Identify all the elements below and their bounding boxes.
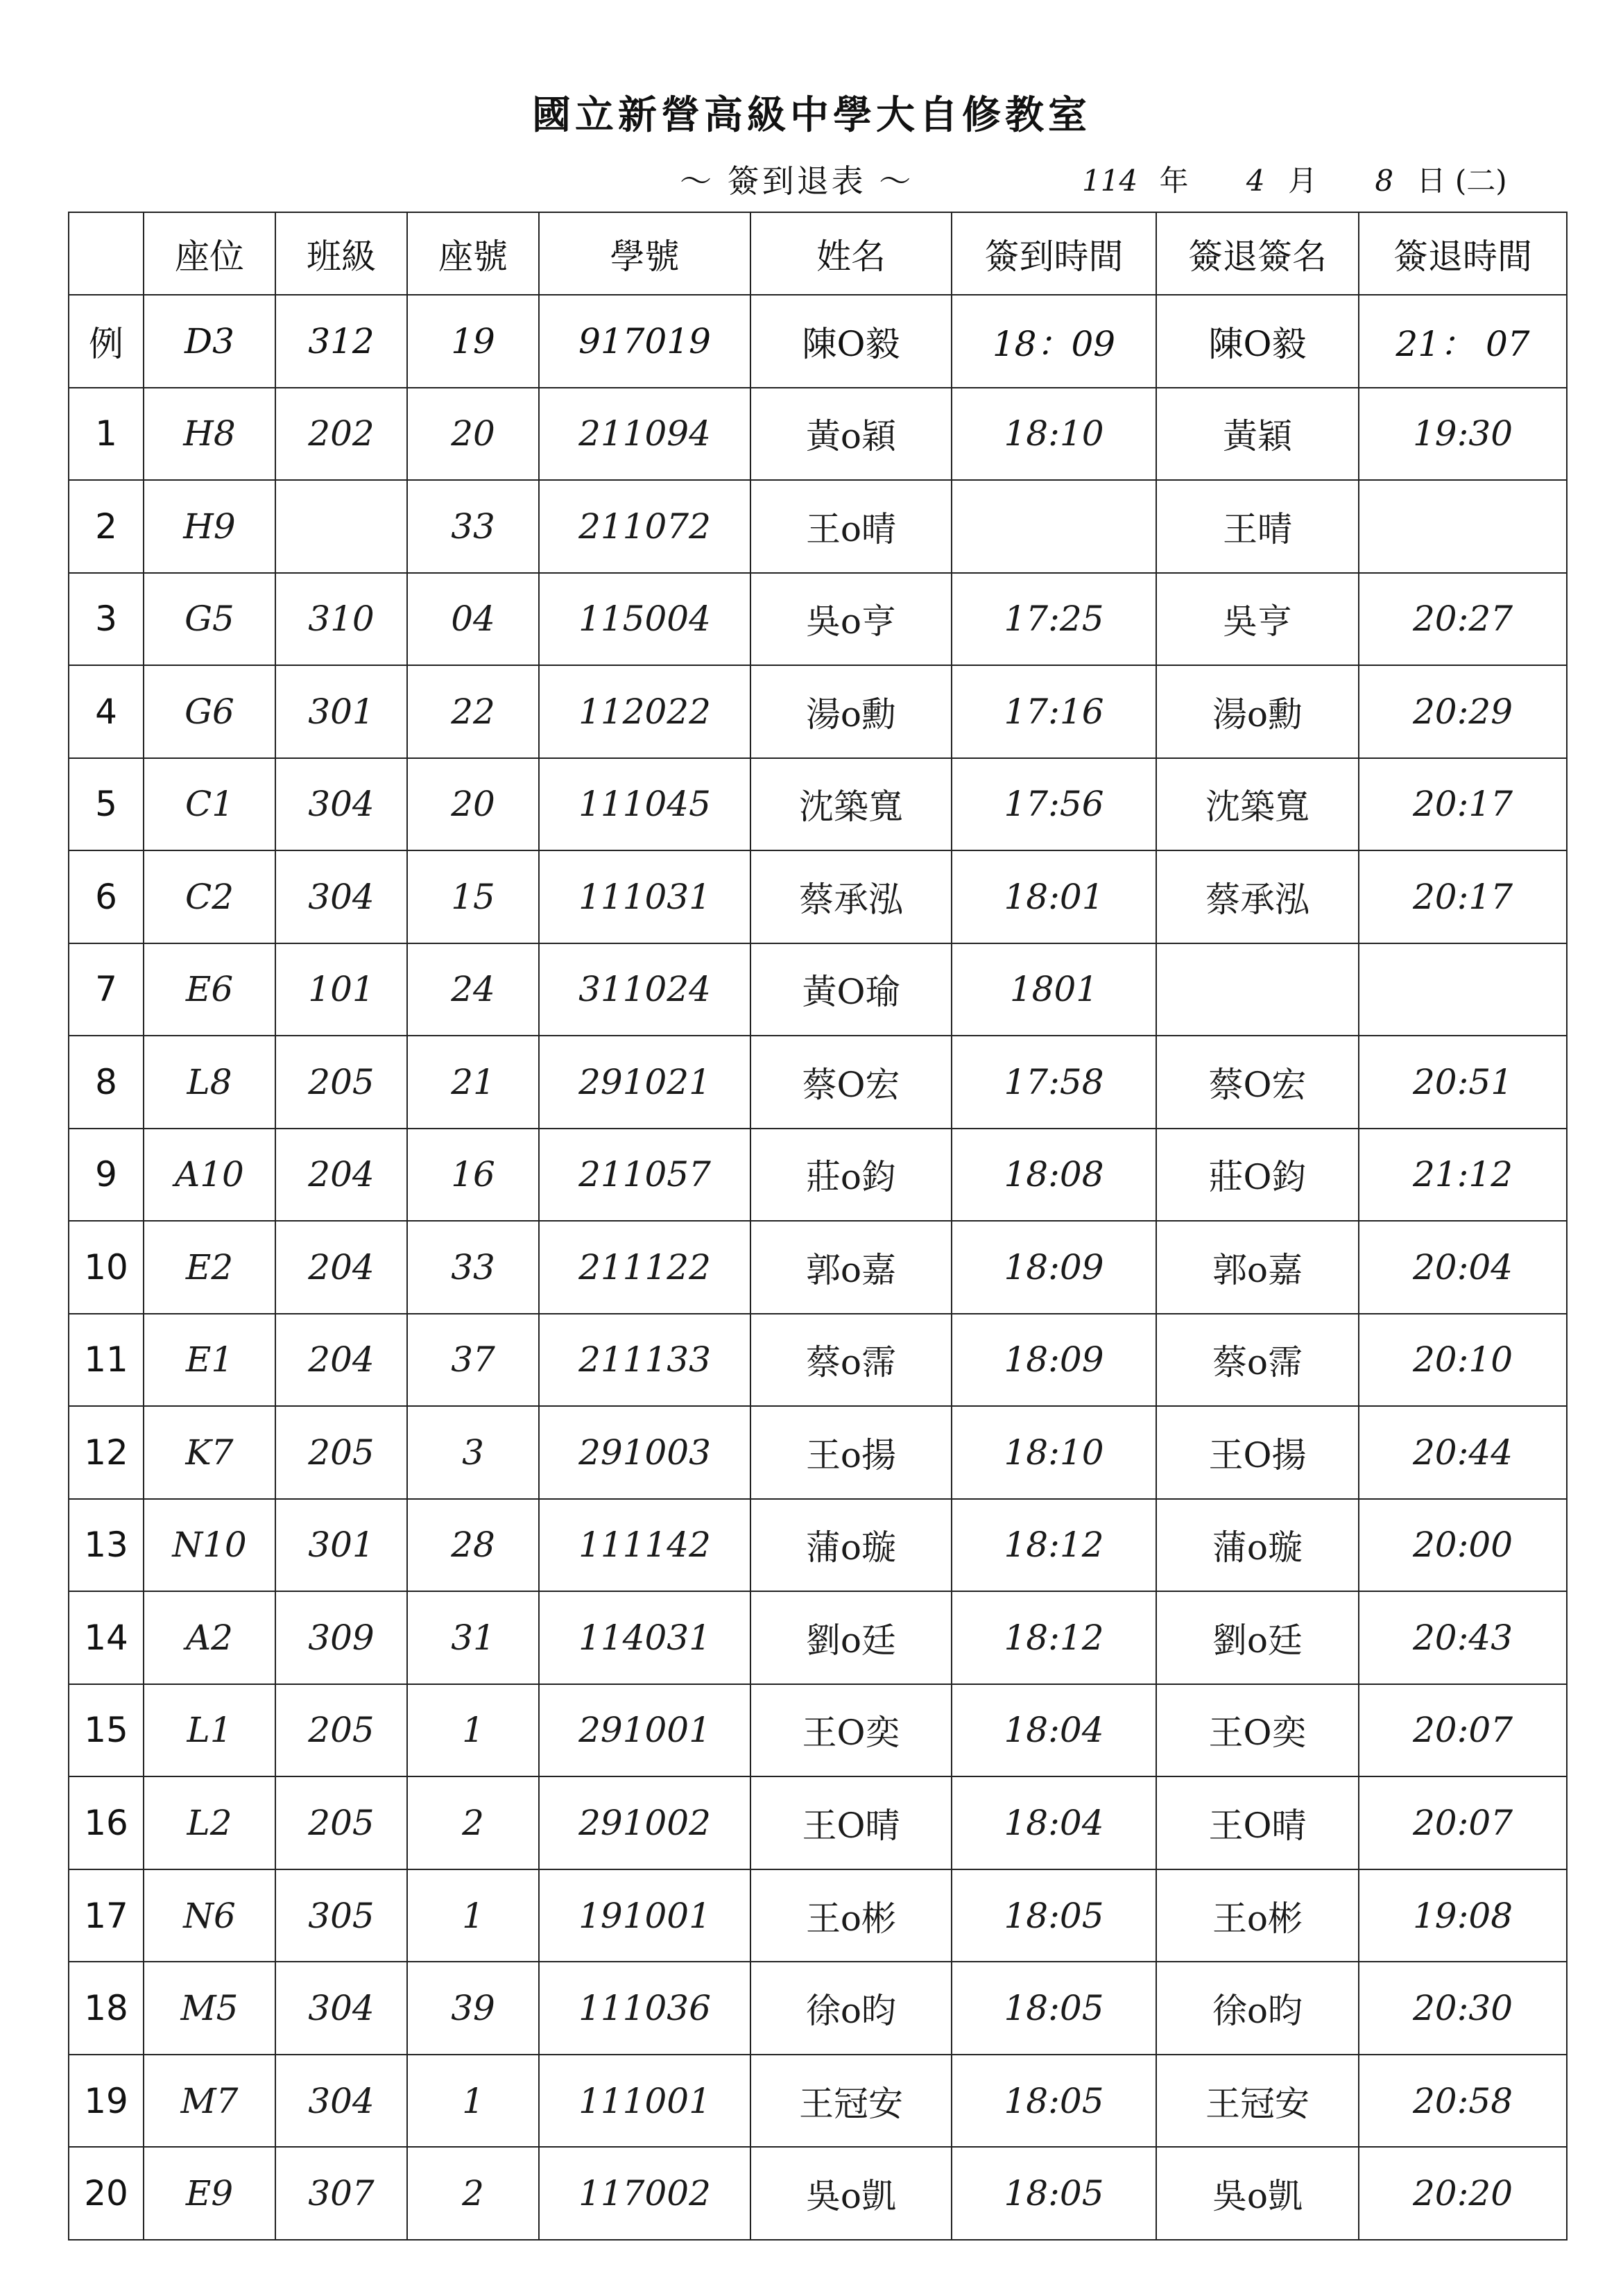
cell-number: 2 bbox=[407, 1776, 539, 1869]
cell-sign-out-time: 21： 07 bbox=[1359, 295, 1567, 388]
row-number: 4 bbox=[69, 665, 144, 758]
cell-name: 郭o嘉 bbox=[750, 1221, 952, 1314]
cell-sign-out-name: 王O奕 bbox=[1156, 1684, 1359, 1777]
cell-sign-out-name: 徐o昀 bbox=[1156, 1962, 1359, 2055]
cell-name: 王o彬 bbox=[750, 1869, 952, 1962]
cell-sign-out-time: 20:51 bbox=[1359, 1036, 1567, 1129]
cell-name: 蒲o璇 bbox=[750, 1499, 952, 1592]
table-row bbox=[69, 1129, 1567, 1222]
date-month-label: 月 bbox=[1288, 164, 1318, 198]
cell-sign-out-name: 王O揚 bbox=[1156, 1406, 1359, 1499]
cell-sign-out-time: 20:27 bbox=[1359, 573, 1567, 666]
cell-student-id: 211122 bbox=[539, 1221, 750, 1314]
example-row bbox=[69, 295, 1567, 388]
cell-seat: L8 bbox=[144, 1036, 275, 1129]
cell-number: 20 bbox=[407, 758, 539, 851]
row-number: 7 bbox=[69, 943, 144, 1036]
cell-sign-out-time: 20:07 bbox=[1359, 1776, 1567, 1869]
cell-seat: N6 bbox=[144, 1869, 275, 1962]
cell-seat: C2 bbox=[144, 850, 275, 943]
cell-name: 沈築寬 bbox=[750, 758, 952, 851]
cell-class: 205 bbox=[275, 1406, 407, 1499]
cell-seat: E1 bbox=[144, 1314, 275, 1407]
cell-class: 304 bbox=[275, 2055, 407, 2148]
cell-class: 301 bbox=[275, 1499, 407, 1592]
cell-name: 王冠安 bbox=[750, 2055, 952, 2148]
cell-number: 28 bbox=[407, 1499, 539, 1592]
cell-sign-out-name: 莊O鈞 bbox=[1156, 1129, 1359, 1222]
row-number: 11 bbox=[69, 1314, 144, 1407]
cell-number: 1 bbox=[407, 1684, 539, 1777]
header-seat: 座位 bbox=[144, 212, 275, 295]
sign-in-table bbox=[68, 212, 1568, 2241]
row-number: 12 bbox=[69, 1406, 144, 1499]
cell-class: 204 bbox=[275, 1314, 407, 1407]
table-row bbox=[69, 1869, 1567, 1962]
cell-seat: K7 bbox=[144, 1406, 275, 1499]
row-number: 5 bbox=[69, 758, 144, 851]
table-row bbox=[69, 480, 1567, 573]
cell-sign-out-name: 王晴 bbox=[1156, 480, 1359, 573]
cell-name: 蔡承泓 bbox=[750, 850, 952, 943]
table-header-row bbox=[69, 212, 1567, 295]
cell-sign-out-name: 王冠安 bbox=[1156, 2055, 1359, 2148]
cell-class: 304 bbox=[275, 758, 407, 851]
cell-number: 1 bbox=[407, 2055, 539, 2148]
table-row bbox=[69, 1591, 1567, 1684]
cell-number: 1 bbox=[407, 1869, 539, 1962]
cell-sign-in-time: 18:10 bbox=[952, 1406, 1156, 1499]
header-class: 班級 bbox=[275, 212, 407, 295]
cell-class: 304 bbox=[275, 1962, 407, 2055]
cell-number: 19 bbox=[407, 295, 539, 388]
cell-name: 徐o昀 bbox=[750, 1962, 952, 2055]
cell-name: 湯o勳 bbox=[750, 665, 952, 758]
date-weekday: (二) bbox=[1454, 164, 1507, 198]
row-number: 9 bbox=[69, 1129, 144, 1222]
cell-sign-out-time: 20:07 bbox=[1359, 1684, 1567, 1777]
document-date bbox=[1082, 158, 1526, 200]
cell-sign-in-time: 18:09 bbox=[952, 1221, 1156, 1314]
cell-student-id: 117002 bbox=[539, 2147, 750, 2240]
table-row bbox=[69, 1406, 1567, 1499]
table-row bbox=[69, 2055, 1567, 2148]
cell-student-id: 115004 bbox=[539, 573, 750, 666]
header-sign-out-time: 簽退時間 bbox=[1359, 212, 1567, 295]
row-number: 15 bbox=[69, 1684, 144, 1777]
row-label: 例 bbox=[69, 295, 144, 388]
table-row bbox=[69, 943, 1567, 1036]
cell-number: 04 bbox=[407, 573, 539, 666]
row-number: 6 bbox=[69, 850, 144, 943]
cell-sign-out-time: 20:58 bbox=[1359, 2055, 1567, 2148]
cell-sign-in-time: 18:05 bbox=[952, 1869, 1156, 1962]
cell-seat: G6 bbox=[144, 665, 275, 758]
table-row bbox=[69, 1036, 1567, 1129]
table-row bbox=[69, 1776, 1567, 1869]
date-month: 4 bbox=[1246, 164, 1265, 198]
cell-number: 21 bbox=[407, 1036, 539, 1129]
cell-sign-out-name bbox=[1156, 943, 1359, 1036]
cell-sign-out-time: 20:00 bbox=[1359, 1499, 1567, 1592]
row-number: 16 bbox=[69, 1776, 144, 1869]
cell-number: 33 bbox=[407, 1221, 539, 1314]
table-row bbox=[69, 1499, 1567, 1592]
date-day: 8 bbox=[1375, 164, 1394, 198]
cell-seat: C1 bbox=[144, 758, 275, 851]
cell-sign-in-time: 18:04 bbox=[952, 1684, 1156, 1777]
table-row bbox=[69, 573, 1567, 666]
cell-sign-in-time: 17:58 bbox=[952, 1036, 1156, 1129]
table-row bbox=[69, 665, 1567, 758]
cell-sign-in-time: 18:12 bbox=[952, 1591, 1156, 1684]
cell-seat: H9 bbox=[144, 480, 275, 573]
table-row bbox=[69, 850, 1567, 943]
cell-student-id: 211072 bbox=[539, 480, 750, 573]
cell-number: 16 bbox=[407, 1129, 539, 1222]
cell-sign-out-time: 19:08 bbox=[1359, 1869, 1567, 1962]
cell-sign-in-time: 18:04 bbox=[952, 1776, 1156, 1869]
cell-student-id: 291003 bbox=[539, 1406, 750, 1499]
cell-sign-out-name: 湯o勳 bbox=[1156, 665, 1359, 758]
cell-number: 3 bbox=[407, 1406, 539, 1499]
cell-class: 309 bbox=[275, 1591, 407, 1684]
cell-name: 吳o凱 bbox=[750, 2147, 952, 2240]
cell-sign-in-time: 18:10 bbox=[952, 388, 1156, 481]
cell-class: 204 bbox=[275, 1129, 407, 1222]
cell-seat: N10 bbox=[144, 1499, 275, 1592]
cell-sign-out-time bbox=[1359, 480, 1567, 573]
header-number: 座號 bbox=[407, 212, 539, 295]
row-number: 18 bbox=[69, 1962, 144, 2055]
cell-sign-in-time: 18:09 bbox=[952, 1314, 1156, 1407]
document-subtitle: ～ 簽到退表 ～ bbox=[680, 162, 914, 200]
header-sign-out-name: 簽退簽名 bbox=[1156, 212, 1359, 295]
table-row bbox=[69, 2147, 1567, 2240]
cell-sign-out-name: 劉o廷 bbox=[1156, 1591, 1359, 1684]
cell-sign-out-name: 蔡O宏 bbox=[1156, 1036, 1359, 1129]
cell-sign-out-time: 20:20 bbox=[1359, 2147, 1567, 2240]
cell-sign-out-name: 吳o凱 bbox=[1156, 2147, 1359, 2240]
cell-student-id: 191001 bbox=[539, 1869, 750, 1962]
cell-name: 王O奕 bbox=[750, 1684, 952, 1777]
header-name: 姓名 bbox=[750, 212, 952, 295]
header-sign-in-time: 簽到時間 bbox=[952, 212, 1156, 295]
table-row bbox=[69, 1684, 1567, 1777]
cell-student-id: 111045 bbox=[539, 758, 750, 851]
cell-sign-out-time: 20:30 bbox=[1359, 1962, 1567, 2055]
date-year-label: 年 bbox=[1159, 164, 1189, 198]
cell-sign-out-name: 郭o嘉 bbox=[1156, 1221, 1359, 1314]
cell-sign-out-name: 陳O毅 bbox=[1156, 295, 1359, 388]
cell-student-id: 211057 bbox=[539, 1129, 750, 1222]
cell-sign-in-time: 17:56 bbox=[952, 758, 1156, 851]
row-number: 3 bbox=[69, 573, 144, 666]
cell-sign-out-name: 王o彬 bbox=[1156, 1869, 1359, 1962]
row-number: 17 bbox=[69, 1869, 144, 1962]
cell-seat: A10 bbox=[144, 1129, 275, 1222]
cell-sign-out-time: 20:04 bbox=[1359, 1221, 1567, 1314]
cell-sign-in-time: 18：09 bbox=[952, 295, 1156, 388]
cell-number: 22 bbox=[407, 665, 539, 758]
cell-seat: G5 bbox=[144, 573, 275, 666]
row-number: 10 bbox=[69, 1221, 144, 1314]
cell-sign-in-time: 17:16 bbox=[952, 665, 1156, 758]
cell-number: 20 bbox=[407, 388, 539, 481]
cell-number: 31 bbox=[407, 1591, 539, 1684]
cell-name: 黃o穎 bbox=[750, 388, 952, 481]
cell-class: 304 bbox=[275, 850, 407, 943]
cell-sign-out-time: 20:43 bbox=[1359, 1591, 1567, 1684]
cell-sign-out-time: 19:30 bbox=[1359, 388, 1567, 481]
cell-seat: E2 bbox=[144, 1221, 275, 1314]
cell-sign-in-time: 18:08 bbox=[952, 1129, 1156, 1222]
cell-number: 2 bbox=[407, 2147, 539, 2240]
row-number: 1 bbox=[69, 388, 144, 481]
cell-sign-out-name: 蔡o霈 bbox=[1156, 1314, 1359, 1407]
cell-class: 205 bbox=[275, 1684, 407, 1777]
cell-class: 305 bbox=[275, 1869, 407, 1962]
row-number: 19 bbox=[69, 2055, 144, 2148]
cell-class: 202 bbox=[275, 388, 407, 481]
cell-sign-in-time: 18:05 bbox=[952, 1962, 1156, 2055]
cell-number: 39 bbox=[407, 1962, 539, 2055]
cell-seat: D3 bbox=[144, 295, 275, 388]
cell-sign-in-time: 17:25 bbox=[952, 573, 1156, 666]
date-day-label: 日 bbox=[1416, 164, 1446, 198]
cell-student-id: 291002 bbox=[539, 1776, 750, 1869]
cell-student-id: 211094 bbox=[539, 388, 750, 481]
cell-sign-out-name: 黃穎 bbox=[1156, 388, 1359, 481]
table-row bbox=[69, 388, 1567, 481]
document-title: 國立新營高級中學大自修教室 bbox=[532, 92, 1091, 138]
cell-student-id: 311024 bbox=[539, 943, 750, 1036]
cell-sign-in-time: 1801 bbox=[952, 943, 1156, 1036]
cell-student-id: 111142 bbox=[539, 1499, 750, 1592]
cell-number: 24 bbox=[407, 943, 539, 1036]
row-number: 8 bbox=[69, 1036, 144, 1129]
cell-sign-in-time: 18:12 bbox=[952, 1499, 1156, 1592]
cell-number: 33 bbox=[407, 480, 539, 573]
cell-class: 205 bbox=[275, 1776, 407, 1869]
cell-seat: M7 bbox=[144, 2055, 275, 2148]
cell-student-id: 111031 bbox=[539, 850, 750, 943]
cell-seat: L2 bbox=[144, 1776, 275, 1869]
date-year: 114 bbox=[1082, 164, 1138, 198]
table-row bbox=[69, 758, 1567, 851]
cell-sign-out-name: 王O晴 bbox=[1156, 1776, 1359, 1869]
cell-seat: E9 bbox=[144, 2147, 275, 2240]
cell-name: 陳O毅 bbox=[750, 295, 952, 388]
cell-number: 15 bbox=[407, 850, 539, 943]
cell-sign-in-time bbox=[952, 480, 1156, 573]
cell-class: 307 bbox=[275, 2147, 407, 2240]
cell-name: 吳o亨 bbox=[750, 573, 952, 666]
cell-name: 蔡o霈 bbox=[750, 1314, 952, 1407]
cell-class: 312 bbox=[275, 295, 407, 388]
cell-class: 301 bbox=[275, 665, 407, 758]
header-index bbox=[69, 212, 144, 295]
cell-student-id: 111036 bbox=[539, 1962, 750, 2055]
cell-sign-in-time: 18:05 bbox=[952, 2055, 1156, 2148]
cell-sign-out-time: 20:17 bbox=[1359, 758, 1567, 851]
cell-class: 101 bbox=[275, 943, 407, 1036]
table-row bbox=[69, 1962, 1567, 2055]
cell-student-id: 111001 bbox=[539, 2055, 750, 2148]
cell-sign-out-time bbox=[1359, 943, 1567, 1036]
cell-seat: L1 bbox=[144, 1684, 275, 1777]
cell-sign-in-time: 18:05 bbox=[952, 2147, 1156, 2240]
cell-sign-in-time: 18:01 bbox=[952, 850, 1156, 943]
cell-student-id: 112022 bbox=[539, 665, 750, 758]
cell-sign-out-name: 吳亨 bbox=[1156, 573, 1359, 666]
cell-student-id: 291021 bbox=[539, 1036, 750, 1129]
cell-student-id: 291001 bbox=[539, 1684, 750, 1777]
cell-sign-out-time: 20:29 bbox=[1359, 665, 1567, 758]
table-row bbox=[69, 1221, 1567, 1314]
cell-class: 310 bbox=[275, 573, 407, 666]
cell-class: 204 bbox=[275, 1221, 407, 1314]
cell-name: 蔡O宏 bbox=[750, 1036, 952, 1129]
cell-sign-out-time: 20:44 bbox=[1359, 1406, 1567, 1499]
cell-sign-out-time: 20:17 bbox=[1359, 850, 1567, 943]
header-student-id: 學號 bbox=[539, 212, 750, 295]
cell-class: 205 bbox=[275, 1036, 407, 1129]
table-row bbox=[69, 1314, 1567, 1407]
cell-student-id: 917019 bbox=[539, 295, 750, 388]
cell-name: 王o揚 bbox=[750, 1406, 952, 1499]
cell-sign-out-name: 蔡承泓 bbox=[1156, 850, 1359, 943]
cell-sign-out-time: 20:10 bbox=[1359, 1314, 1567, 1407]
cell-seat: M5 bbox=[144, 1962, 275, 2055]
cell-seat: H8 bbox=[144, 388, 275, 481]
row-number: 2 bbox=[69, 480, 144, 573]
cell-sign-out-name: 蒲o璇 bbox=[1156, 1499, 1359, 1592]
cell-name: 王O晴 bbox=[750, 1776, 952, 1869]
cell-class bbox=[275, 480, 407, 573]
row-number: 13 bbox=[69, 1499, 144, 1592]
cell-seat: A2 bbox=[144, 1591, 275, 1684]
cell-number: 37 bbox=[407, 1314, 539, 1407]
cell-sign-out-time: 21:12 bbox=[1359, 1129, 1567, 1222]
cell-name: 劉o廷 bbox=[750, 1591, 952, 1684]
cell-name: 黃O瑜 bbox=[750, 943, 952, 1036]
cell-seat: E6 bbox=[144, 943, 275, 1036]
cell-name: 莊o鈞 bbox=[750, 1129, 952, 1222]
row-number: 14 bbox=[69, 1591, 144, 1684]
cell-student-id: 211133 bbox=[539, 1314, 750, 1407]
row-number: 20 bbox=[69, 2147, 144, 2240]
cell-sign-out-name: 沈築寬 bbox=[1156, 758, 1359, 851]
cell-name: 王o晴 bbox=[750, 480, 952, 573]
cell-student-id: 114031 bbox=[539, 1591, 750, 1684]
